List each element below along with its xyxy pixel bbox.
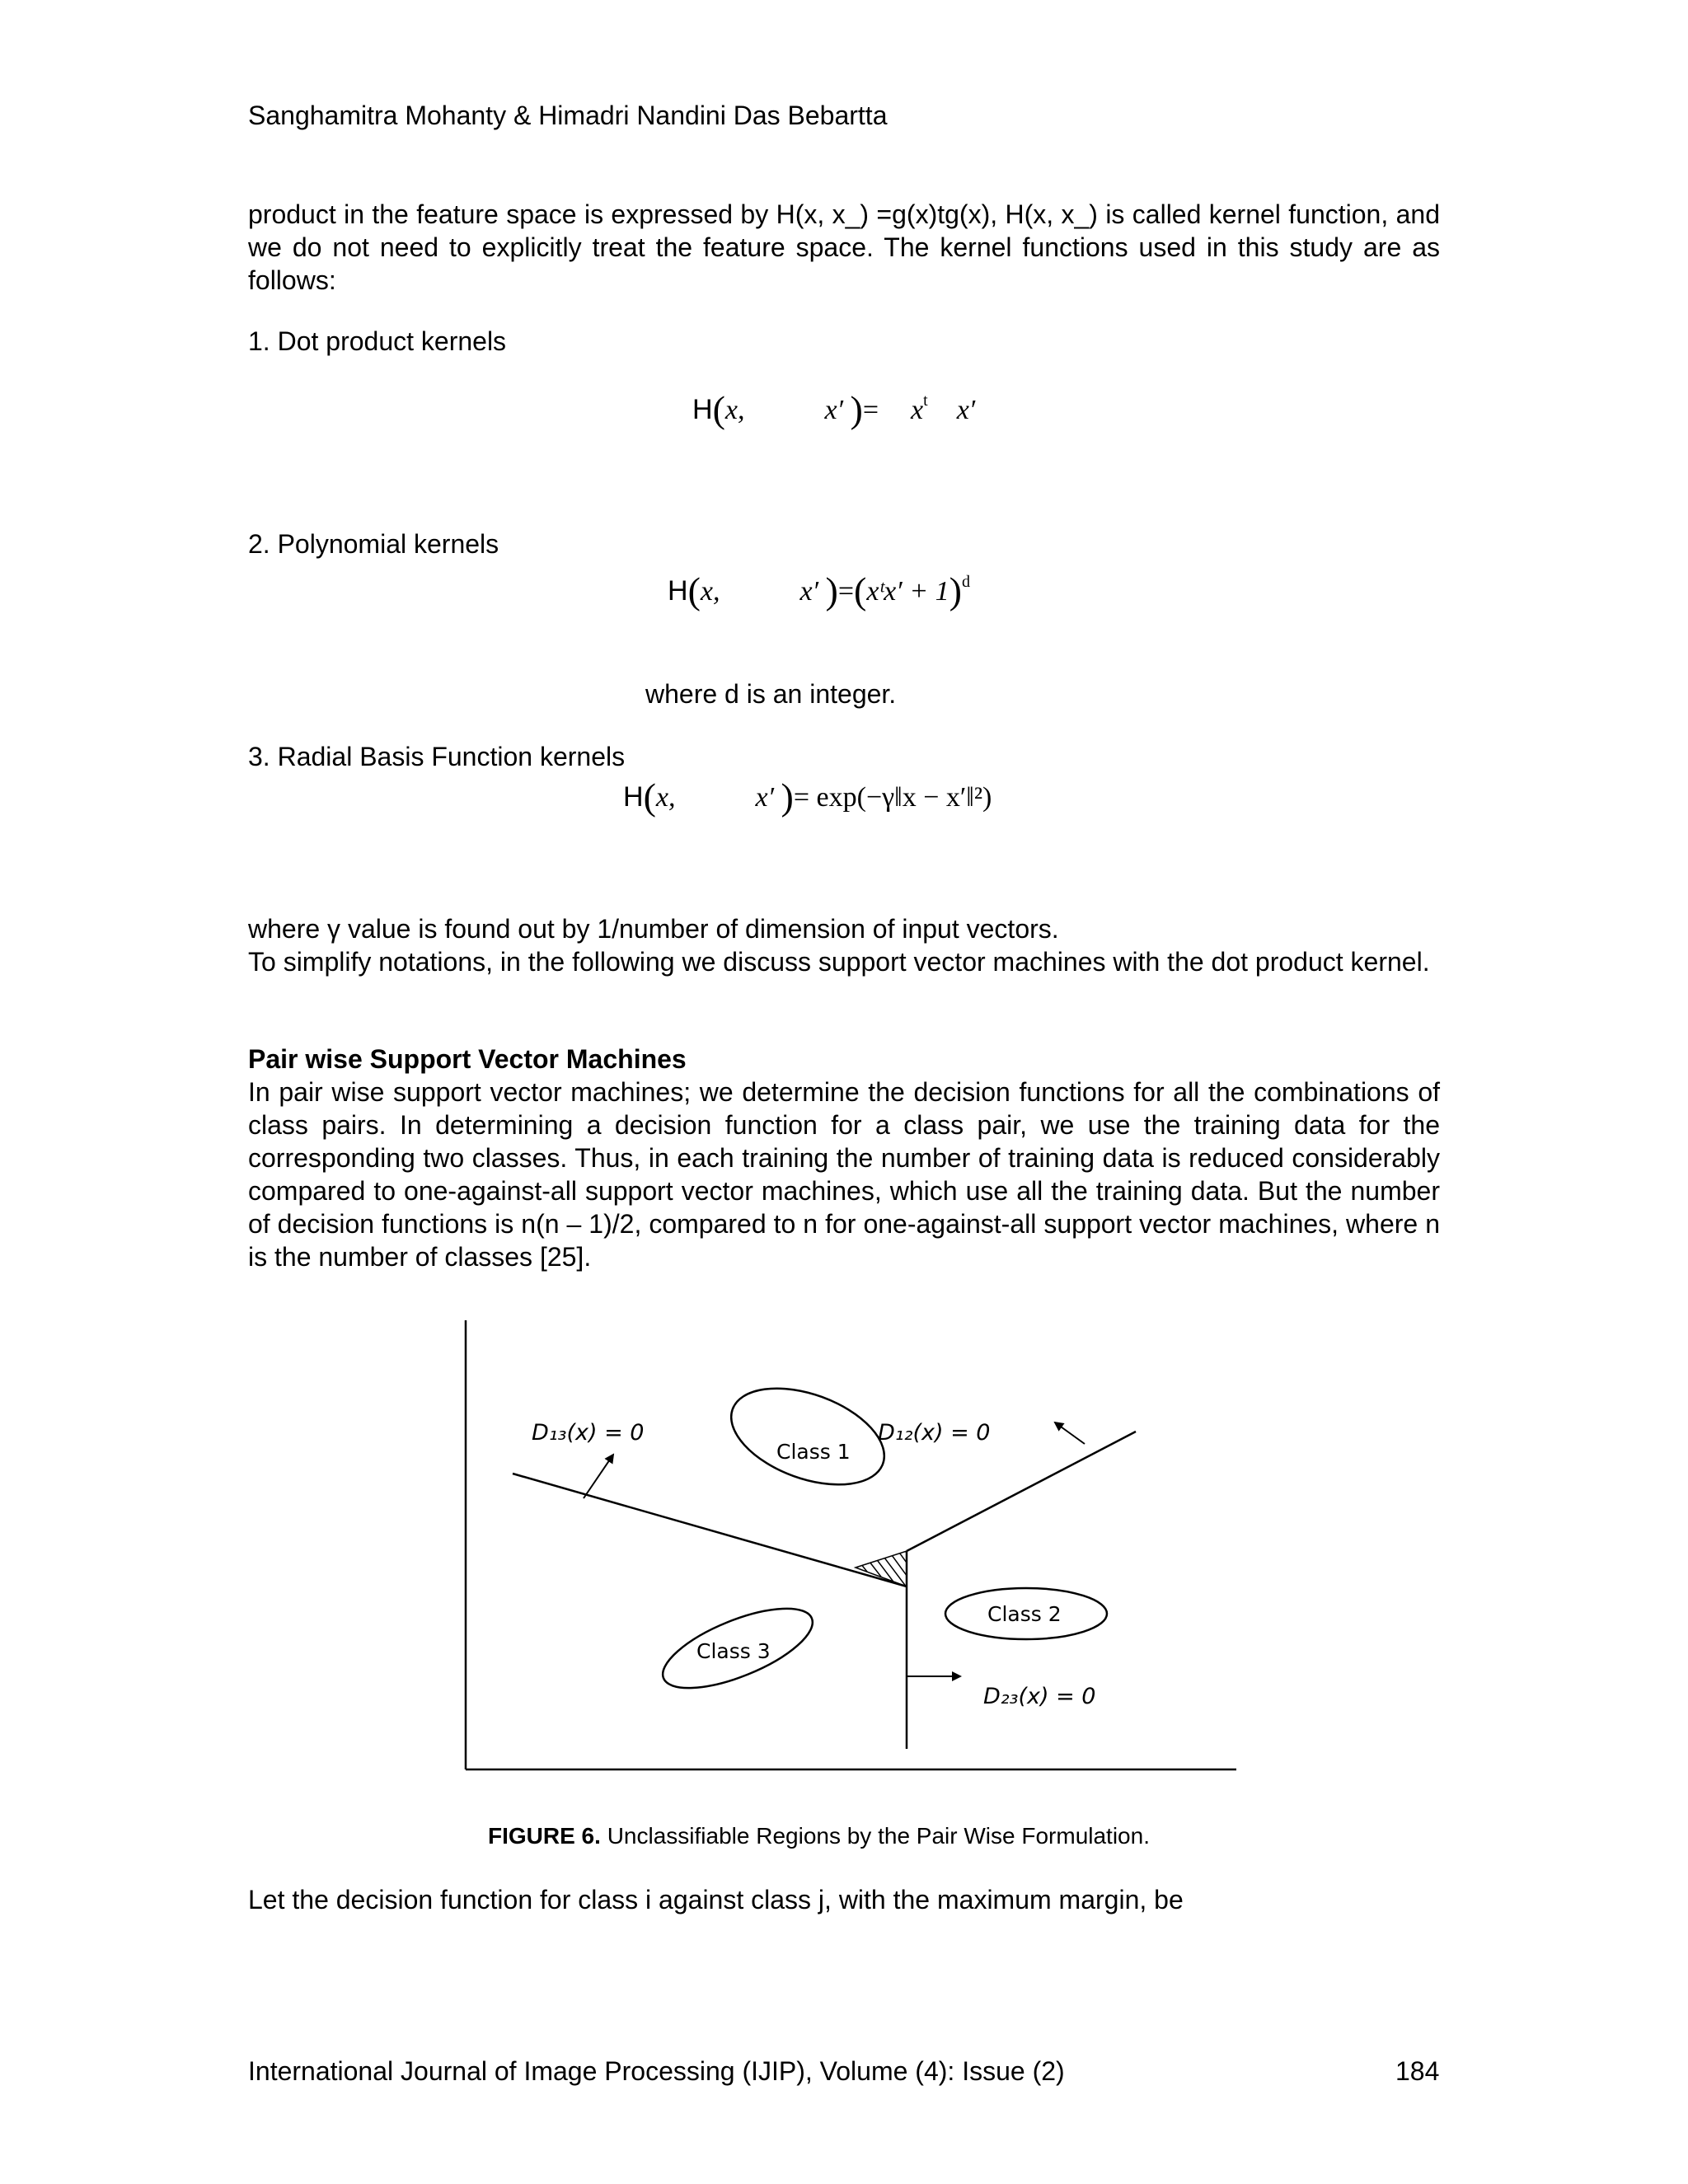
footer-page-number: 184	[1395, 2056, 1440, 2086]
rbf-kernel-label: 3. Radial Basis Function kernels	[248, 742, 626, 771]
polynomial-kernel-label: 2. Polynomial kernels	[248, 529, 499, 559]
dot-product-kernel-label: 1. Dot product kernels	[248, 326, 507, 356]
closing-line: Let the decision function for class i against class j, with the maximum margin, be	[248, 1885, 1184, 1915]
section-heading: Pair wise Support Vector Machines	[248, 1044, 687, 1074]
caption-text: Unclassifiable Regions by the Pair Wise Formulation.	[607, 1823, 1150, 1849]
equation-dot-product: H(x, x′ )= $x^t$ x′	[692, 388, 976, 430]
class1-label: Class 1	[776, 1440, 851, 1464]
boundary-d13	[513, 1474, 907, 1586]
class2-label: Class 2	[987, 1602, 1062, 1626]
d13-label: D₁₃(x) = 0	[532, 1420, 645, 1446]
arrow-d12	[1055, 1422, 1085, 1444]
class3-label: Class 3	[696, 1639, 771, 1663]
equation-polynomial: H(x, x′ )=(xᵗx′ + 1)$^d$	[668, 569, 970, 612]
notation-paragraph: To simplify notations, in the following we discuss support vector machines with the dot product kernel.	[248, 947, 1430, 977]
polynomial-note: where d is an integer.	[645, 679, 897, 709]
pairwise-decision-figure	[445, 1302, 1253, 1780]
equation-rbf: H(x, x′ )= exp(−γ‖x − x′‖²)	[623, 776, 992, 818]
footer-journal: International Journal of Image Processing (IJIP), Volume (4): Issue (2)	[248, 2056, 1065, 2086]
intro-paragraph: product in the feature space is expressed by H(x, x_) =g(x)tg(x), H(x, x_) is called kernel function, and we do not need to explicitly treat the feature space. The kernel functions used in this study are as follows:	[248, 199, 1440, 295]
d12-label: D₁₂(x) = 0	[878, 1420, 991, 1446]
boundary-d12	[907, 1432, 1136, 1551]
gamma-note: where γ value is found out by 1/number of dimension of input vectors.	[248, 914, 1059, 944]
figure-caption	[488, 1821, 1150, 1851]
d23-label: D₂₃(x) = 0	[983, 1684, 1096, 1709]
arrow-d13	[584, 1455, 613, 1498]
section-paragraph: In pair wise support vector machines; we determine the decision functions for all the combinations of class pairs. In determining a decision function for a class pair, we use the training data for the corresponding two classes. Thus, in each training the number of training data is reduced considerably compared to one-against-all support vector machines, which use all the training data. But the number of decision functions is n(n – 1)/2, compared to n for one-against-all support vector machines, where n is the number of classes [25].	[248, 1077, 1440, 1272]
caption-label: FIGURE 6.	[488, 1823, 601, 1849]
class1-ellipse	[718, 1370, 897, 1503]
running-header: Sanghamitra Mohanty & Himadri Nandini Das Bebartta	[248, 101, 888, 130]
unclassifiable-region	[857, 1544, 918, 1592]
